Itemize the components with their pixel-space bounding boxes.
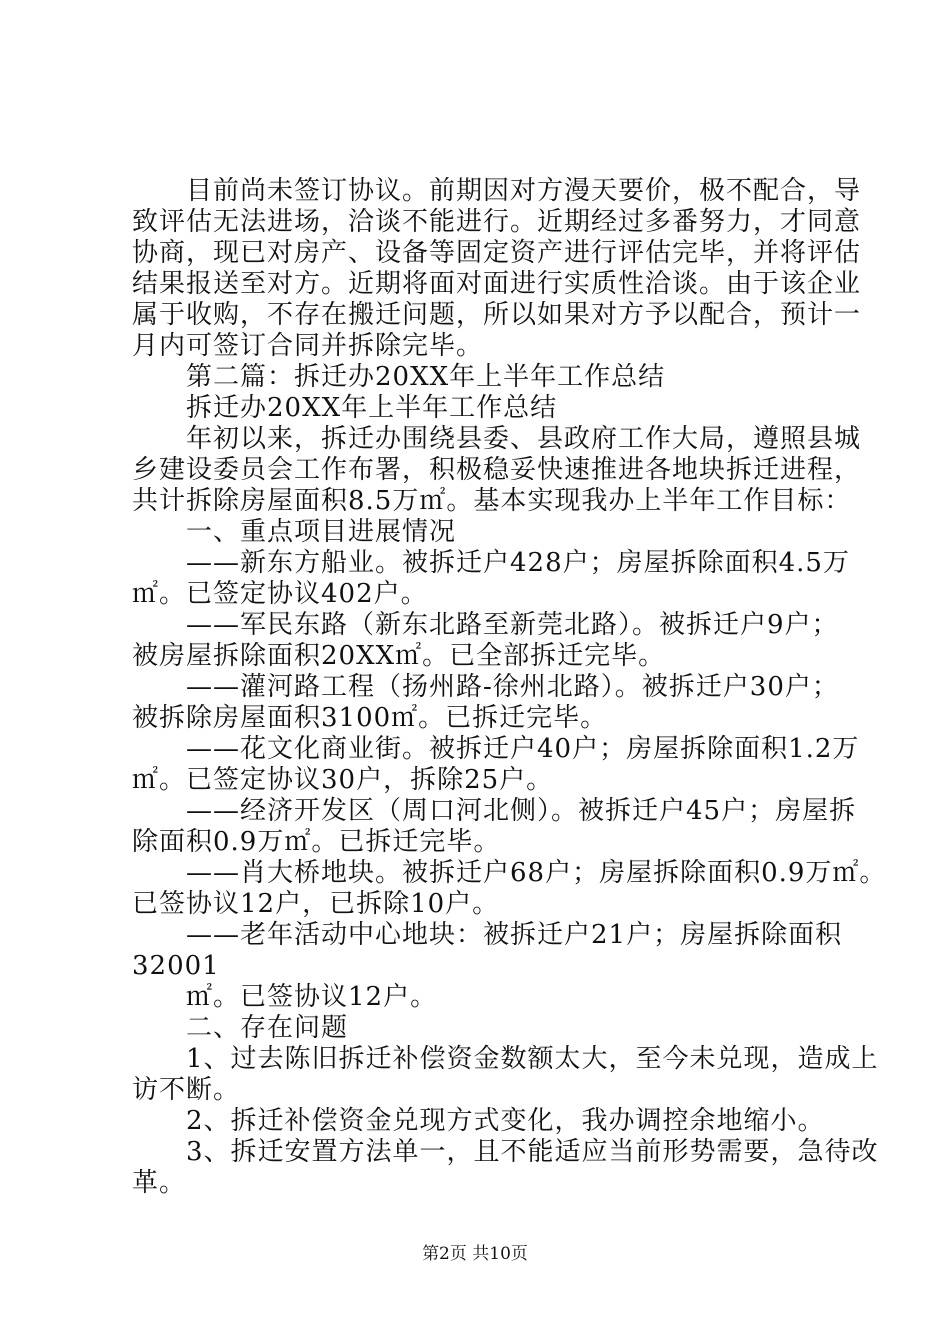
text-line: 被拆除房屋面积3100㎡。已拆迁完毕。 bbox=[132, 703, 608, 733]
text-line: 致评估无法进场，洽谈不能进行。近期经过多番努力，才同意 bbox=[132, 207, 862, 237]
text-line: 协商，现已对房产、设备等固定资产进行评估完毕，并将评估 bbox=[132, 238, 862, 268]
text-line: 已签协议12户，已拆除10户。 bbox=[132, 889, 500, 919]
text-line: ——灌河路工程（扬州路-徐州北路）。被拆迁户30户； bbox=[132, 672, 839, 702]
text-line: 年初以来，拆迁办围绕县委、县政府工作大局，遵照县城 bbox=[132, 424, 862, 454]
page-footer: 第2页 共10页 bbox=[422, 1244, 528, 1264]
text-line: 目前尚未签订协议。前期因对方漫天要价，极不配合，导 bbox=[132, 176, 862, 206]
document-title: 拆迁办20XX年上半年工作总结 bbox=[132, 393, 558, 423]
text-line: 被房屋拆除面积20XX㎡。已全部拆迁完毕。 bbox=[132, 641, 666, 671]
text-line: ㎡。已签定协议30户，拆除25户。 bbox=[132, 765, 554, 795]
text-line: 革。 bbox=[132, 1168, 187, 1198]
text-line: ——老年活动中心地块：被拆迁户21户；房屋拆除面积 bbox=[132, 920, 843, 950]
text-line: 乡建设委员会工作布署，积极稳妥快速推进各地块拆迁进程， bbox=[132, 455, 862, 485]
text-line: ㎡。已签定协议402户。 bbox=[132, 579, 428, 609]
text-line: 属于收购，不存在搬迁问题，所以如果对方予以配合，预计一 bbox=[132, 300, 862, 330]
text-line: ㎡。已签协议12户。 bbox=[132, 982, 438, 1012]
text-line: 32001 bbox=[132, 951, 220, 981]
subsection-heading: 二、存在问题 bbox=[132, 1013, 349, 1043]
text-line: 月内可签订合同并拆除完毕。 bbox=[132, 331, 484, 361]
text-line: 结果报送至对方。近期将面对面进行实质性洽谈。由于该企业 bbox=[132, 269, 862, 299]
text-line: ——花文化商业街。被拆迁户40户；房屋拆除面积1.2万 bbox=[132, 734, 860, 764]
text-line: 3、拆迁安置方法单一，且不能适应当前形势需要，急待改 bbox=[132, 1137, 879, 1167]
text-line: 除面积0.9万㎡。已拆迁完毕。 bbox=[132, 827, 501, 857]
text-line: ——经济开发区（周口河北侧）。被拆迁户45户；房屋拆 bbox=[132, 796, 857, 826]
text-line: ——军民东路（新东北路至新莞北路）。被拆迁户9户； bbox=[132, 610, 839, 640]
text-line: 1、过去陈旧拆迁补偿资金数额太大，至今未兑现，造成上 bbox=[132, 1044, 879, 1074]
text-line: ——新东方船业。被拆迁户428户；房屋拆除面积4.5万 bbox=[132, 548, 850, 578]
subsection-heading: 一、重点项目进展情况 bbox=[132, 517, 457, 547]
text-line: 访不断。 bbox=[132, 1075, 241, 1105]
text-line: 共计拆除房屋面积8.5万㎡。基本实现我办上半年工作目标： bbox=[132, 486, 852, 516]
text-line: 2、拆迁补偿资金兑现方式变化，我办调控余地缩小。 bbox=[132, 1106, 825, 1136]
text-line: ——肖大桥地块。被拆迁户68户；房屋拆除面积0.9万㎡。 bbox=[132, 858, 887, 888]
section-heading: 第二篇：拆迁办20XX年上半年工作总结 bbox=[132, 362, 666, 392]
